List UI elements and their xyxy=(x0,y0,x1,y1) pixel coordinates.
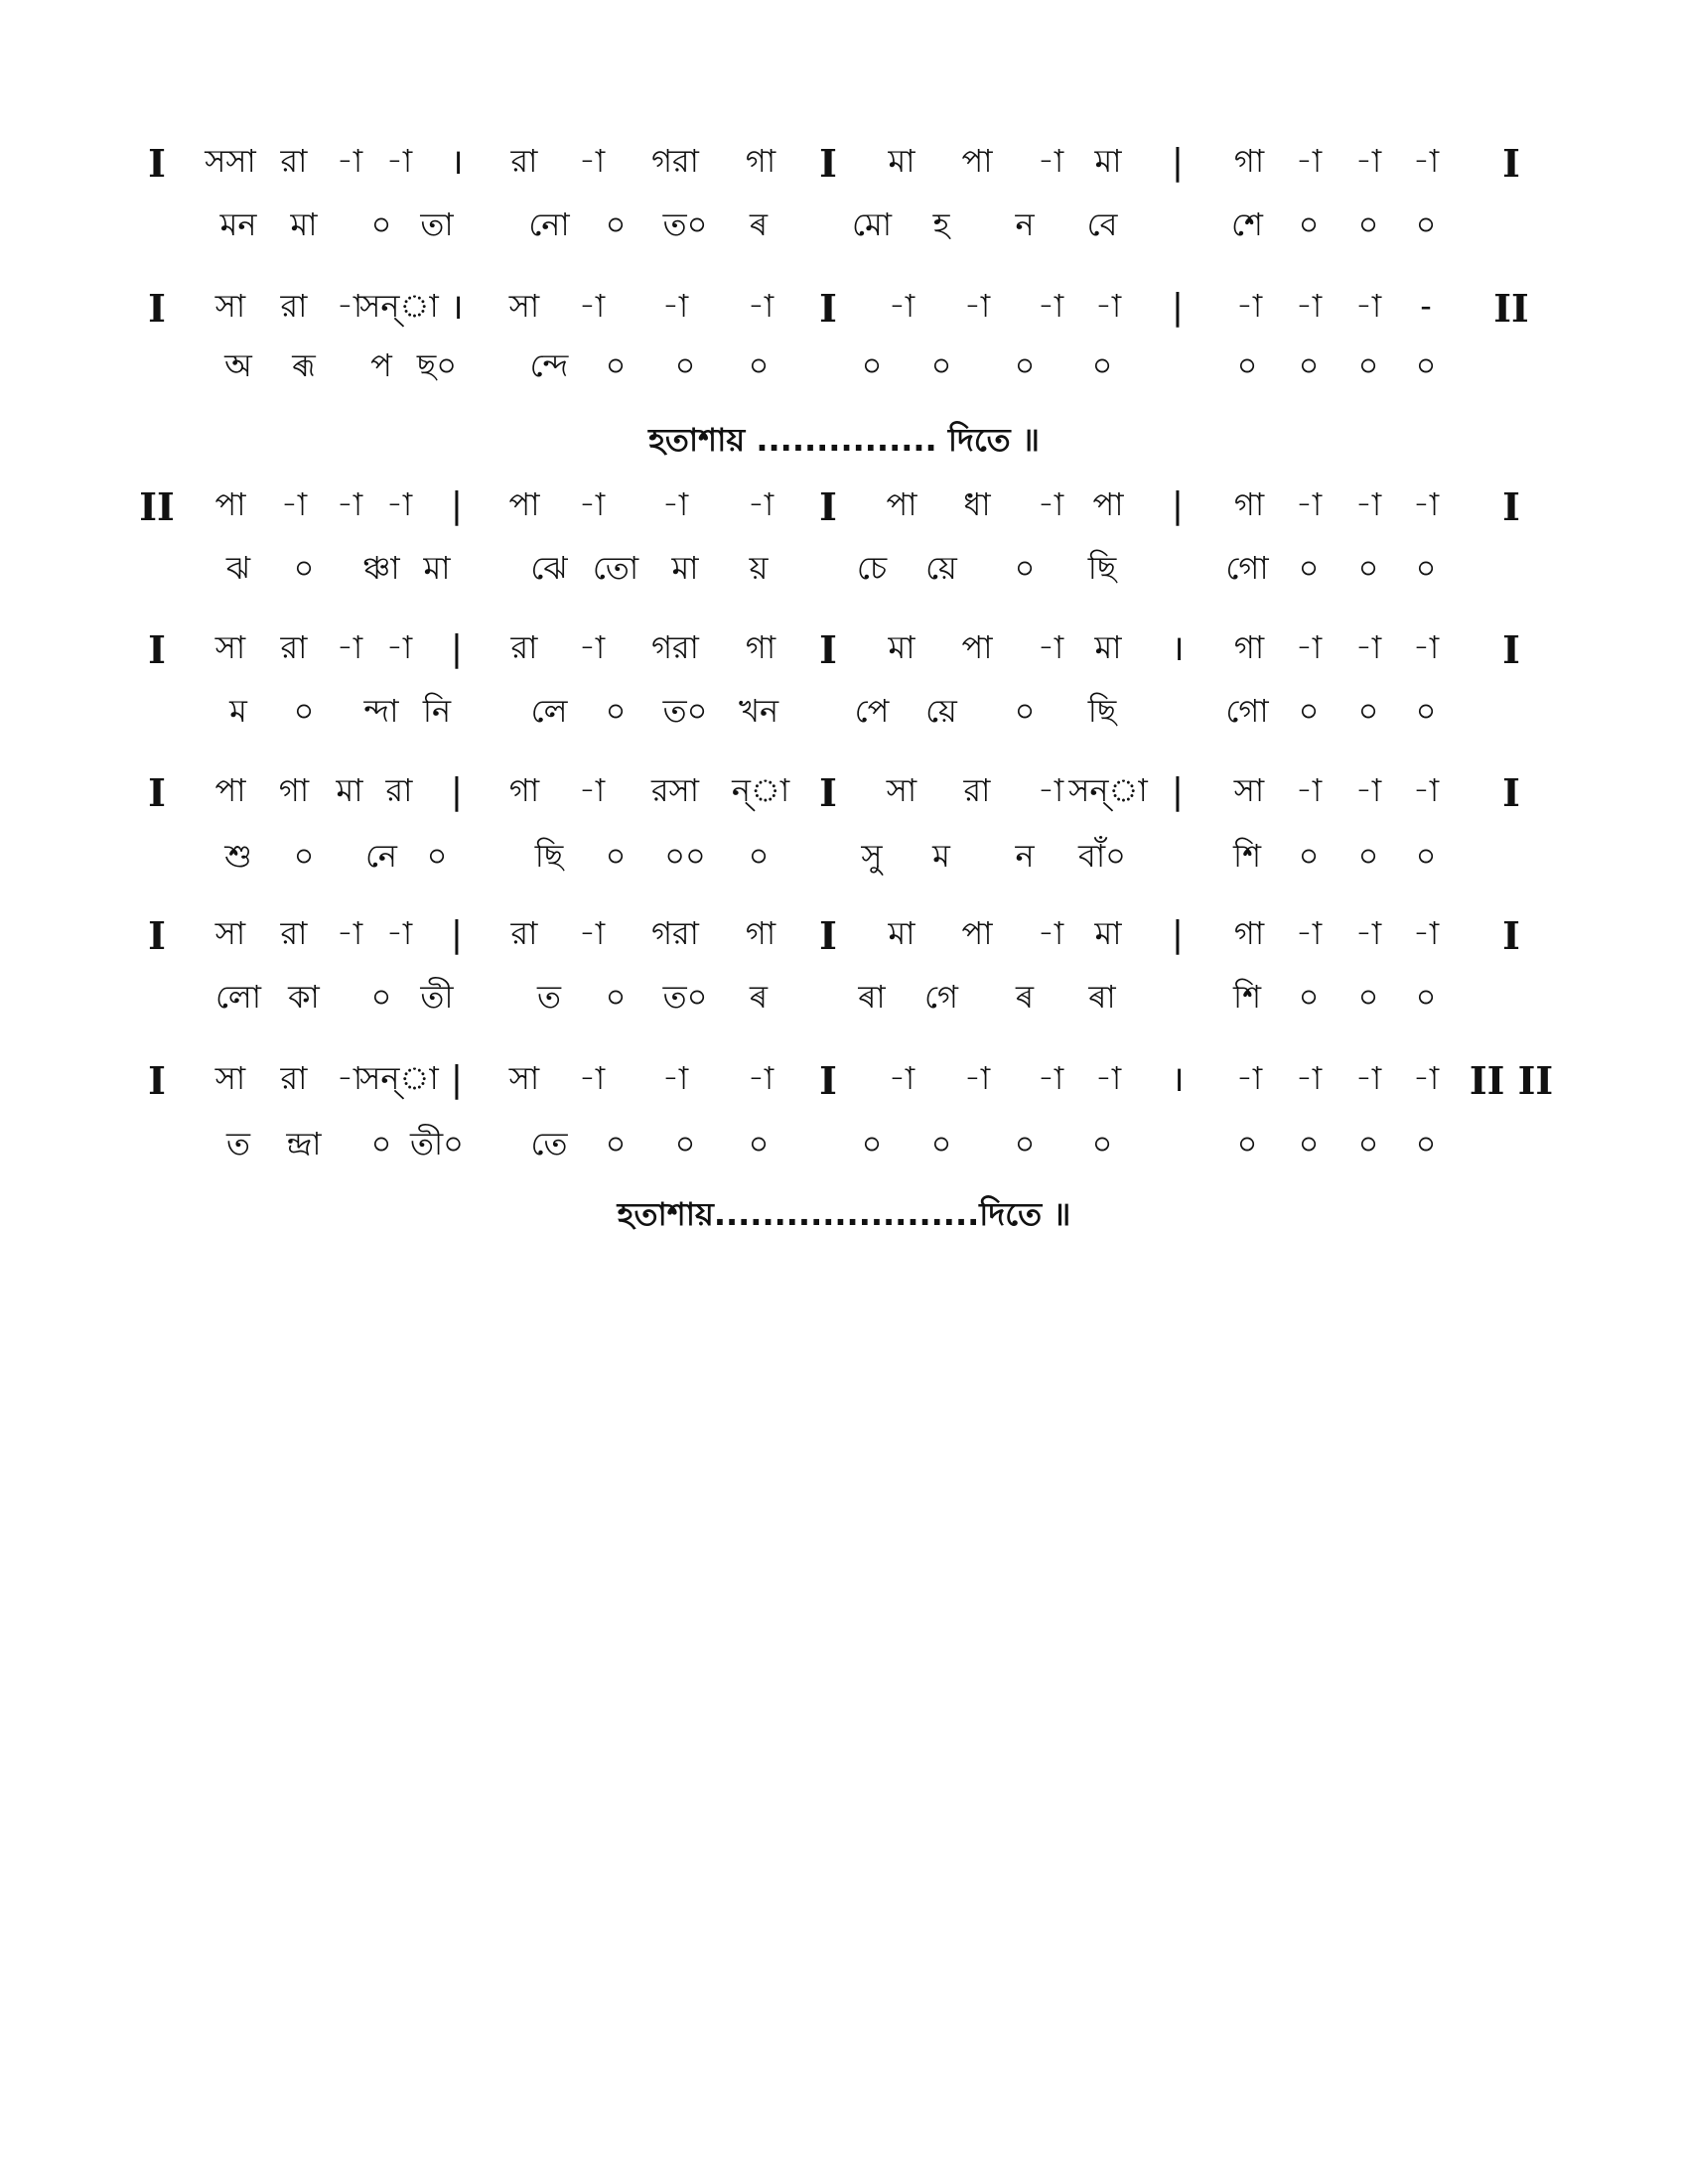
swara-note: রা xyxy=(510,914,538,952)
barline: I xyxy=(1502,913,1520,958)
swara-note: রা xyxy=(280,628,308,666)
lyric-syllable: ০ xyxy=(293,549,315,587)
swara-note: -া xyxy=(1094,1059,1122,1097)
swara-note: গরা xyxy=(651,914,699,952)
lyric-syllable: মা xyxy=(290,205,318,243)
swara-note: -া xyxy=(578,914,606,952)
lyric-syllable: ০ xyxy=(861,346,883,384)
lyric-syllable: ৰা xyxy=(1088,978,1116,1016)
lyric-syllable: ০ xyxy=(748,346,770,384)
lyric-syllable: ০ xyxy=(930,1125,952,1162)
lyric-syllable: য় xyxy=(749,549,769,587)
swara-note: -া xyxy=(1295,1059,1323,1097)
swara-note: গা xyxy=(508,771,540,809)
swara-note: সা xyxy=(508,287,540,325)
swara-note: -া xyxy=(1037,485,1064,523)
swara-note: -া xyxy=(578,287,606,325)
lyric-syllable: ০ xyxy=(1415,1125,1437,1162)
lyric-syllable: ০ xyxy=(426,837,448,875)
swara-note: গা xyxy=(745,142,776,180)
lyric-syllable: ম xyxy=(229,692,247,730)
barline: I xyxy=(819,770,837,815)
lyric-syllable: ০ xyxy=(1014,346,1036,384)
lyric-syllable: ০ xyxy=(293,837,315,875)
lyric-syllable: ০ xyxy=(1298,1125,1320,1162)
lyric-syllable: মন xyxy=(219,205,257,243)
swara-note: -া xyxy=(1037,914,1064,952)
lyric-syllable: শি xyxy=(1232,837,1262,875)
swara-note: পা xyxy=(508,485,540,523)
lyric-syllable: ০ xyxy=(1298,692,1320,730)
swara-note: -া xyxy=(1295,485,1323,523)
swara-note: সা xyxy=(214,1059,246,1097)
swara-note: গা xyxy=(1233,142,1265,180)
barline: I xyxy=(148,286,166,331)
lyric-syllable: ০ xyxy=(1014,1125,1036,1162)
swara-note: ধা xyxy=(963,485,991,523)
lyric-row xyxy=(0,549,1688,612)
lyric-syllable: ছি xyxy=(1087,549,1117,587)
swara-note: -া xyxy=(1354,142,1382,180)
lyric-syllable: কা xyxy=(288,978,320,1016)
swara-note: রা xyxy=(963,771,991,809)
swara-note: -া xyxy=(1094,287,1122,325)
lyric-syllable: ম xyxy=(932,837,950,875)
lyric-syllable: ০ xyxy=(1415,205,1437,243)
barline: | xyxy=(1171,287,1185,328)
lyric-syllable: ০ xyxy=(1298,205,1320,243)
lyric-syllable: ০ xyxy=(1415,837,1437,875)
lyric-row xyxy=(0,346,1688,409)
swara-row xyxy=(0,913,1688,977)
lyric-syllable: ০ xyxy=(1298,978,1320,1016)
lyric-syllable: ছি xyxy=(534,837,564,875)
swara-note: মা xyxy=(1094,914,1122,952)
lyric-syllable: ত০ xyxy=(662,692,708,730)
swara-row xyxy=(0,141,1688,205)
lyric-syllable: ত xyxy=(536,978,562,1016)
swara-note: পা xyxy=(886,485,917,523)
refrain-line: হতাশায় ............... দিতে ॥ xyxy=(648,421,1040,459)
swara-note: -া xyxy=(1354,287,1382,325)
barline: I xyxy=(148,913,166,958)
swara-note: সা xyxy=(214,628,246,666)
barline: | xyxy=(450,771,464,812)
swara-note: -া xyxy=(1037,771,1064,809)
lyric-syllable: শে xyxy=(1231,205,1263,243)
swara-note: -া xyxy=(578,628,606,666)
lyric-syllable: ০ xyxy=(1298,346,1320,384)
lyric-syllable: বে xyxy=(1086,205,1118,243)
barline: I xyxy=(1502,627,1520,672)
swara-note: গা xyxy=(1233,485,1265,523)
barline: | xyxy=(1171,914,1185,955)
lyric-syllable: ৰ xyxy=(1015,978,1035,1016)
swara-note: -া xyxy=(336,142,363,180)
barline: । xyxy=(1171,628,1185,669)
swara-note: -া xyxy=(336,485,363,523)
lyric-syllable: ০ xyxy=(1236,346,1258,384)
lyric-syllable: ০ xyxy=(1014,549,1036,587)
lyric-syllable: শু xyxy=(224,837,252,875)
lyric-syllable: ০০ xyxy=(664,837,706,875)
swara-note: পা xyxy=(961,142,993,180)
swara-note: -া xyxy=(336,287,363,325)
lyric-syllable: ০ xyxy=(1357,205,1379,243)
swara-note: -া xyxy=(385,142,413,180)
swara-note: -া xyxy=(1354,628,1382,666)
lyric-syllable: ০ xyxy=(1415,346,1437,384)
lyric-syllable: তো xyxy=(592,549,639,587)
lyric-syllable: ০ xyxy=(1357,978,1379,1016)
swara-note: সসা xyxy=(205,142,256,180)
lyric-syllable: নো xyxy=(528,205,570,243)
barline: I xyxy=(1502,484,1520,529)
lyric-syllable: ৰা xyxy=(858,978,886,1016)
lyric-syllable: ছি xyxy=(1087,692,1117,730)
swara-note: গা xyxy=(745,628,776,666)
swara-note: মা xyxy=(888,142,915,180)
lyric-syllable: ০ xyxy=(293,692,315,730)
swara-note: -া xyxy=(1295,914,1323,952)
lyric-syllable: অ xyxy=(224,346,252,384)
lyric-syllable: ০ xyxy=(1357,692,1379,730)
swara-note: সন্া xyxy=(359,1059,439,1097)
lyric-syllable: গে xyxy=(924,978,958,1016)
swara-note: গা xyxy=(1233,914,1265,952)
swara-note: -া xyxy=(578,1059,606,1097)
swara-note: পা xyxy=(961,914,993,952)
swara-note: সা xyxy=(214,914,246,952)
lyric-syllable: ০ xyxy=(930,346,952,384)
lyric-syllable: গো xyxy=(1225,692,1269,730)
lyric-syllable: মো xyxy=(851,205,893,243)
lyric-syllable: ০ xyxy=(370,1125,392,1162)
lyric-syllable: ঝ xyxy=(225,549,251,587)
swara-note: -া xyxy=(1037,628,1064,666)
swara-note: রা xyxy=(510,628,538,666)
swara-note: -া xyxy=(578,485,606,523)
lyric-syllable: ন্দে xyxy=(529,346,569,384)
swara-note: সা xyxy=(1233,771,1265,809)
lyric-syllable: ০ xyxy=(1298,837,1320,875)
swara-row xyxy=(0,1058,1688,1122)
lyric-syllable: য়ে xyxy=(925,692,957,730)
lyric-syllable: তে xyxy=(530,1125,568,1162)
barline: I xyxy=(819,141,837,186)
swara-note: -া xyxy=(1412,771,1440,809)
swara-note: -া xyxy=(661,485,689,523)
swara-note: -া xyxy=(963,287,991,325)
swara-note: -া xyxy=(1295,771,1323,809)
lyric-syllable: ন xyxy=(1015,837,1035,875)
lyric-syllable: ছ০ xyxy=(416,346,458,384)
swara-note: -া xyxy=(1412,142,1440,180)
swara-note: গা xyxy=(1233,628,1265,666)
barline: I xyxy=(819,627,837,672)
swara-note: মা xyxy=(336,771,363,809)
lyric-syllable: চে xyxy=(856,549,888,587)
lyric-syllable: নি xyxy=(422,692,452,730)
lyric-syllable: ০ xyxy=(1415,692,1437,730)
lyric-syllable: ত০ xyxy=(662,978,708,1016)
barline: I xyxy=(148,1058,166,1103)
swara-note: -া xyxy=(747,485,774,523)
swara-note: পা xyxy=(1092,485,1124,523)
lyric-row xyxy=(0,1125,1688,1187)
lyric-syllable: তা xyxy=(420,205,454,243)
lyric-syllable: ০ xyxy=(1357,1125,1379,1162)
lyric-syllable: মা xyxy=(671,549,699,587)
swara-note: গরা xyxy=(651,628,699,666)
lyric-syllable: মা xyxy=(423,549,451,587)
swara-note: -া xyxy=(280,485,308,523)
swara-note: -া xyxy=(1412,485,1440,523)
lyric-syllable: ০ xyxy=(370,205,392,243)
swara-note: সা xyxy=(508,1059,540,1097)
lyric-syllable: ০ xyxy=(1357,549,1379,587)
lyric-syllable: ত xyxy=(225,1125,251,1162)
lyric-syllable: গো xyxy=(1225,549,1269,587)
barline: I xyxy=(148,770,166,815)
barline: । xyxy=(450,142,464,183)
lyric-syllable: ৰ xyxy=(749,205,769,243)
swara-note: -া xyxy=(578,771,606,809)
swara-note: -া xyxy=(1235,1059,1263,1097)
swara-note: গরা xyxy=(651,142,699,180)
lyric-syllable: বাঁ০ xyxy=(1078,837,1126,875)
barline: I xyxy=(148,141,166,186)
swara-note: -া xyxy=(963,1059,991,1097)
swara-note: -া xyxy=(385,914,413,952)
lyric-syllable: ০ xyxy=(674,1125,696,1162)
lyric-syllable: ০ xyxy=(1236,1125,1258,1162)
lyric-row xyxy=(0,837,1688,899)
swara-note: -া xyxy=(1412,628,1440,666)
lyric-syllable: ০ xyxy=(674,346,696,384)
swara-row xyxy=(0,627,1688,691)
swara-note: -া xyxy=(888,287,915,325)
barline: | xyxy=(1171,485,1185,526)
swara-note: -া xyxy=(1037,1059,1064,1097)
swara-note: -া xyxy=(1354,914,1382,952)
lyric-row xyxy=(0,692,1688,754)
lyric-syllable: ০ xyxy=(1415,549,1437,587)
swara-note: -া xyxy=(1354,1059,1382,1097)
lyric-syllable: ০ xyxy=(1091,1125,1113,1162)
swara-note: ন্া xyxy=(731,771,790,809)
swara-note: -া xyxy=(888,1059,915,1097)
lyric-syllable: লো xyxy=(214,978,262,1016)
swara-note: -া xyxy=(385,628,413,666)
swara-note: মা xyxy=(888,628,915,666)
lyric-syllable: য়ে xyxy=(925,549,957,587)
lyric-syllable: ০ xyxy=(1298,549,1320,587)
swara-note: -া xyxy=(1295,628,1323,666)
lyric-syllable: ০ xyxy=(1014,692,1036,730)
swara-note: মা xyxy=(1094,142,1122,180)
swara-note: - xyxy=(1420,287,1432,325)
barline: | xyxy=(450,1059,464,1100)
swara-note: -া xyxy=(336,914,363,952)
barline: II xyxy=(1493,286,1529,331)
swara-row xyxy=(0,484,1688,548)
swara-note: -া xyxy=(385,485,413,523)
swara-note: -া xyxy=(1037,142,1064,180)
lyric-syllable: ঝে xyxy=(530,549,568,587)
swara-note: রা xyxy=(280,914,308,952)
lyric-row xyxy=(0,205,1688,268)
barline: | xyxy=(450,485,464,526)
swara-note: মা xyxy=(888,914,915,952)
swara-note: রসা xyxy=(650,771,700,809)
swara-note: রা xyxy=(385,771,413,809)
lyric-syllable: ০ xyxy=(861,1125,883,1162)
swara-note: রা xyxy=(280,1059,308,1097)
lyric-syllable: ০ xyxy=(605,692,627,730)
lyric-syllable: লে xyxy=(530,692,568,730)
refrain-line: হতাশায়......................দিতে ॥ xyxy=(617,1195,1071,1233)
swara-note: -া xyxy=(1412,1059,1440,1097)
swara-note: -া xyxy=(1037,287,1064,325)
lyric-syllable: ৰ xyxy=(749,978,769,1016)
swara-note: -া xyxy=(336,628,363,666)
swara-note: -া xyxy=(1295,287,1323,325)
lyric-syllable: তী০ xyxy=(410,1125,464,1162)
lyric-syllable: ন্দা xyxy=(363,692,399,730)
barline: | xyxy=(1171,142,1185,183)
lyric-syllable: ন xyxy=(1015,205,1035,243)
barline: | xyxy=(450,914,464,955)
swara-note: পা xyxy=(961,628,993,666)
lyric-row xyxy=(0,978,1688,1040)
lyric-syllable: ০ xyxy=(748,1125,770,1162)
swara-note: -া xyxy=(1235,287,1263,325)
swara-note: -া xyxy=(747,1059,774,1097)
lyric-syllable: পে xyxy=(854,692,890,730)
barline: I xyxy=(1502,770,1520,815)
swara-note: গা xyxy=(745,914,776,952)
lyric-syllable: ০ xyxy=(605,1125,627,1162)
lyric-syllable: ০ xyxy=(748,837,770,875)
swara-row xyxy=(0,286,1688,349)
swara-note: -া xyxy=(747,287,774,325)
lyric-syllable: ০ xyxy=(1091,346,1113,384)
lyric-syllable: ত০ xyxy=(662,205,708,243)
swara-row xyxy=(0,770,1688,834)
swara-note: -া xyxy=(1354,485,1382,523)
lyric-syllable: ০ xyxy=(1357,346,1379,384)
lyric-syllable: খন xyxy=(738,692,779,730)
barline: । xyxy=(450,287,464,328)
lyric-syllable: ৰূ xyxy=(292,346,316,384)
swara-note: -া xyxy=(661,1059,689,1097)
swara-note: মা xyxy=(1094,628,1122,666)
swara-note: সা xyxy=(214,287,246,325)
barline: I xyxy=(819,1058,837,1103)
barline: II xyxy=(139,484,175,529)
lyric-syllable: ন্দ্রা xyxy=(286,1125,322,1162)
barline: | xyxy=(1171,771,1185,812)
swara-note: সন্া xyxy=(1068,771,1148,809)
barline: II II xyxy=(1469,1058,1554,1103)
lyric-syllable: তী xyxy=(420,978,454,1016)
swara-note: রা xyxy=(280,287,308,325)
swara-note: গা xyxy=(278,771,310,809)
barline: I xyxy=(819,286,837,331)
swara-note: সা xyxy=(886,771,917,809)
swara-note: সন্া xyxy=(359,287,439,325)
lyric-syllable: ০ xyxy=(1357,837,1379,875)
lyric-syllable: ০ xyxy=(1415,978,1437,1016)
barline: I xyxy=(819,484,837,529)
swara-note: পা xyxy=(214,771,246,809)
swara-note: -া xyxy=(1295,142,1323,180)
swara-note: -া xyxy=(336,1059,363,1097)
lyric-syllable: প xyxy=(370,346,392,384)
lyric-syllable: ০ xyxy=(605,205,627,243)
lyric-syllable: ০ xyxy=(605,837,627,875)
lyric-syllable: শি xyxy=(1232,978,1262,1016)
barline: I xyxy=(819,913,837,958)
swara-note: রা xyxy=(510,142,538,180)
swara-note: -া xyxy=(578,142,606,180)
lyric-syllable: ঞ্চা xyxy=(362,549,400,587)
swara-note: পা xyxy=(214,485,246,523)
swara-note: রা xyxy=(280,142,308,180)
lyric-syllable: নে xyxy=(364,837,398,875)
lyric-syllable: ০ xyxy=(370,978,392,1016)
lyric-syllable: হ xyxy=(932,205,950,243)
lyric-syllable: ০ xyxy=(605,346,627,384)
barline: | xyxy=(450,628,464,669)
lyric-syllable: সু xyxy=(861,837,883,875)
barline: I xyxy=(148,627,166,672)
swara-note: -া xyxy=(661,287,689,325)
barline: I xyxy=(1502,141,1520,186)
swara-note: -া xyxy=(1354,771,1382,809)
swara-note: -া xyxy=(1412,914,1440,952)
lyric-syllable: ০ xyxy=(605,978,627,1016)
barline: । xyxy=(1171,1059,1185,1100)
